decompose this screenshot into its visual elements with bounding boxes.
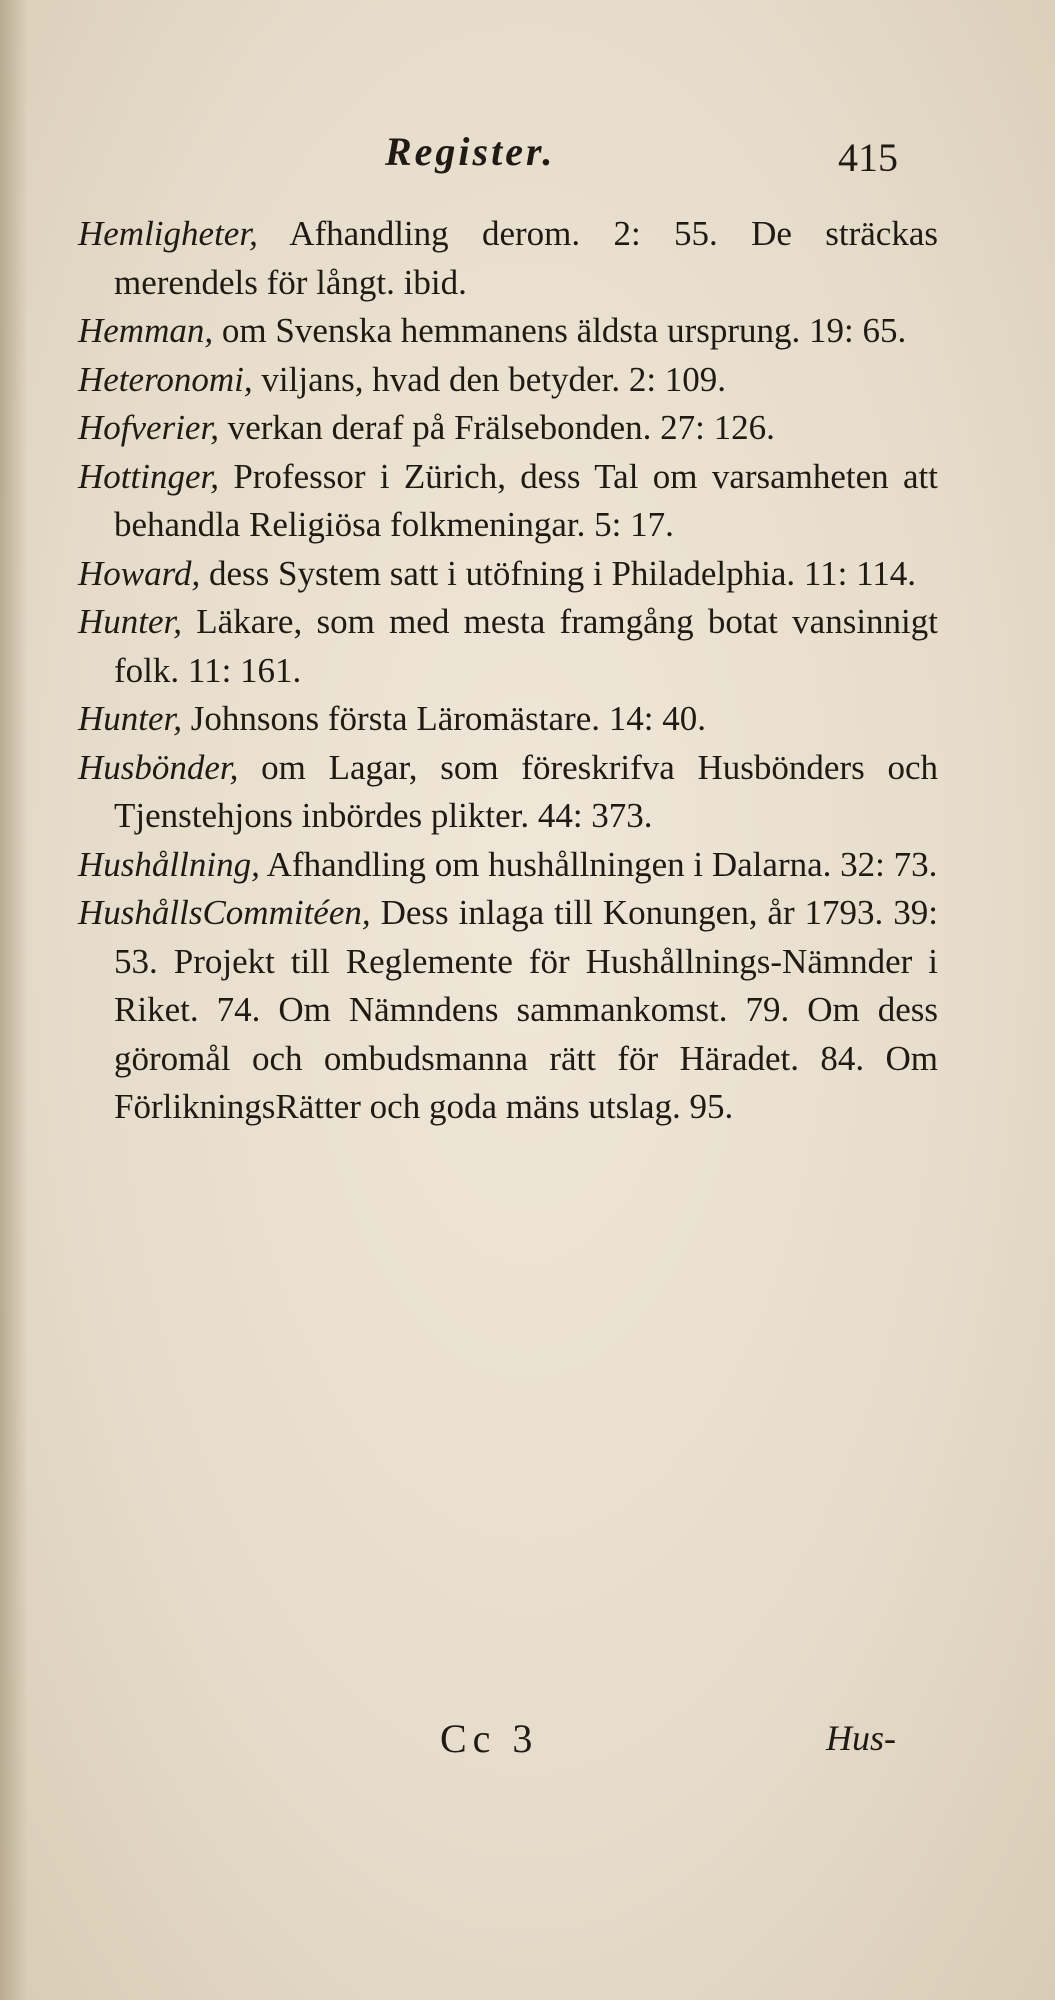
page-header: [0, 128, 1055, 188]
entry-text: viljans, hvad den betyder. 2: 109.: [252, 359, 727, 399]
signature-mark: Cc 3: [440, 1716, 539, 1761]
entry-term: Hemman,: [78, 311, 214, 350]
entry-text: Läkare, som med mesta framgång botat vansinnigt folk. 11: 161.: [114, 602, 938, 690]
register-entry: [78, 307, 938, 356]
register-entry: [78, 453, 938, 550]
entry-term: Hofverier,: [78, 408, 219, 447]
entry-term: HushållsCommitéen,: [78, 893, 371, 932]
register-entry: [78, 550, 938, 599]
entry-term: Hunter,: [78, 602, 183, 641]
register-entry: [78, 744, 938, 841]
entry-text: om Lagar, som föreskrifva Husbönders och Tjenstehjons inbördes plikter. 44: 373.: [114, 747, 938, 835]
register-entry: [78, 404, 938, 453]
entry-term: Hunter,: [78, 699, 183, 738]
entry-text: dess System satt i utöfning i Philadelphia. 11: 114.: [200, 553, 917, 593]
entry-term: Howard,: [78, 553, 201, 593]
entry-term: Heteronomi,: [78, 359, 253, 399]
entry-term: Hemligheter,: [78, 214, 258, 253]
register-entry: [78, 889, 938, 1132]
entry-text: verkan deraf på Frälsebonden. 27: 126.: [218, 408, 775, 447]
entry-text: Johnsons första Läromästare. 14: 40.: [182, 699, 706, 738]
entry-term: Husbönder,: [78, 747, 239, 787]
register-entry: [78, 695, 938, 744]
entry-term: Hottinger,: [78, 456, 219, 496]
entry-text: om Svenska hemmanens äldsta ursprung. 19: 65.: [213, 311, 907, 350]
entry-text: Afhandling derom. 2: 55. De sträckas merendels för långt. ibid.: [114, 214, 938, 302]
running-head: Register.: [385, 129, 556, 174]
catchword: Hus-: [826, 1718, 896, 1758]
register-entry: [78, 210, 938, 307]
register-entry: [78, 598, 938, 695]
page-number: 415: [838, 135, 898, 180]
register-entry: [78, 356, 938, 405]
page-footer: [0, 1715, 1055, 1775]
entry-text: Afhandling om hushållningen i Dalarna. 32: 73.: [259, 844, 938, 884]
entry-term: Hushållning,: [78, 844, 260, 884]
entry-text: Dess inlaga till Konungen, år 1793. 39: 53. Projekt till Reglemente för Hushållnings-Nämnder i Riket. 74. Om Nämndens sammankomst. 79. Om dess göromål och ombudsmanna rätt för Häradet. 84. Om FörlikningsRätter och goda mäns utslag. 95.: [114, 893, 938, 1126]
register-entry: [78, 841, 938, 890]
entry-text: Professor i Zürich, dess Tal om varsamheten att behandla Religiösa folkmeningar. 5: 17.: [114, 456, 938, 544]
register-entries: [78, 210, 938, 1132]
page-gutter-shadow: [0, 0, 28, 2000]
